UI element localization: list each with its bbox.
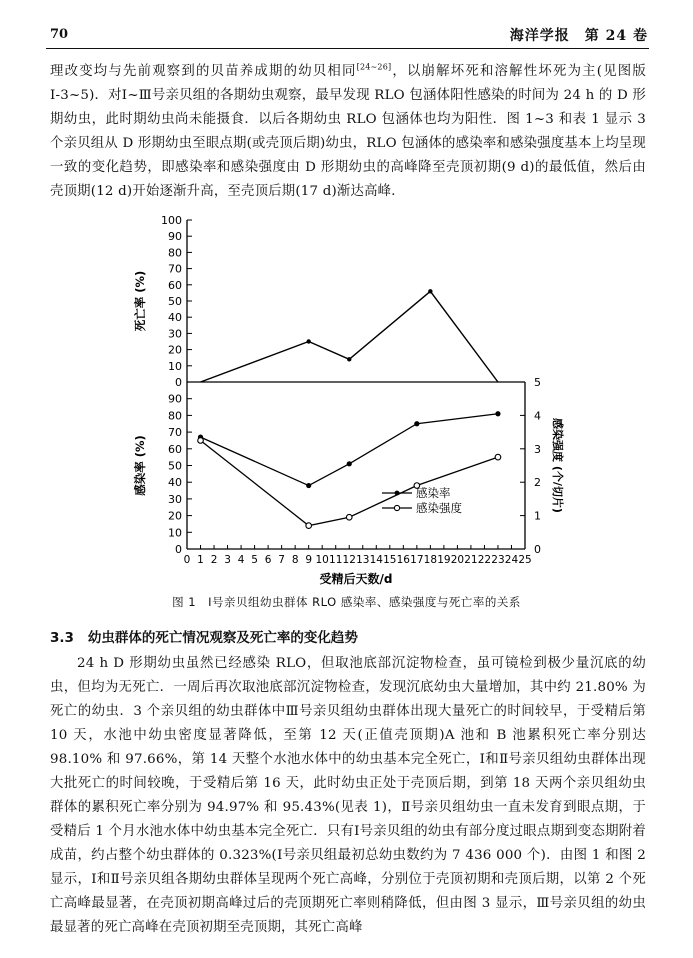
paragraph-intro	[50, 60, 646, 204]
x-tick-label: 16	[396, 554, 411, 566]
infection-intensity-point	[306, 523, 312, 529]
top-y-tick-label: 90	[168, 230, 182, 244]
x-tick-label: 4	[237, 554, 245, 566]
bottom-left-y-tick-label: 50	[168, 459, 182, 473]
bottom-left-y-tick-label: 0	[175, 543, 182, 556]
paragraph-intro-part2: ，以崩解坏死和溶解性坏死为主(见图版Ⅰ-3~5)．对Ⅰ~Ⅲ号亲贝组的各期幼虫观察，最早发现 RLO 包涵体阳性感染的时间为 24 h 的 D 形期幼虫，此时期幼虫尚未能摄食．以后各期幼虫 RLO 包涵体也均为阳性．图 1~3 和表 1 显示 3 个亲贝组从 D 形期幼虫至眼点期(或壳顶后期)幼虫，RLO 包涵体的感染率和感染强度基本上均呈现一致的变化趋势，即感染率和感染强度由 D 形期幼虫的高峰降至壳顶初期(9 d)的最低值，然后由壳顶期(12 d)开始逐渐升高，至壳顶后期(17 d)渐达高峰．	[50, 64, 646, 199]
journal-header: 海洋学报 第 24 卷	[509, 28, 648, 44]
x-axis-label: 受精后天数/d	[319, 572, 393, 586]
legend-marker-filled	[395, 491, 400, 496]
figure-caption: 图 1 Ⅰ号亲贝组幼虫群体 RLO 感染率、感染强度与死亡率的关系	[172, 595, 521, 609]
infection-intensity-point	[346, 514, 352, 520]
infection-rate-point	[414, 421, 419, 426]
x-tick-label: 17	[410, 554, 424, 566]
bottom-left-y-tick-label: 60	[168, 442, 182, 456]
infection-intensity-point	[198, 438, 204, 444]
paragraph-intro-part1: 理改变均与先前观察到的贝苗养成期的幼贝相同	[50, 64, 357, 79]
top-y-tick-label: 70	[168, 262, 182, 276]
x-tick-label: 11	[329, 554, 343, 566]
top-y-tick-label: 0	[175, 376, 182, 389]
bottom-left-y-tick-label: 20	[168, 509, 182, 523]
bottom-right-y-tick-label: 5	[534, 376, 541, 389]
x-tick-label: 22	[477, 554, 492, 566]
mortality-point	[428, 289, 432, 293]
top-y-tick-label: 10	[168, 359, 182, 373]
x-tick-label: 13	[356, 554, 370, 566]
infection-rate-point	[495, 411, 500, 416]
x-tick-label: 2	[210, 554, 218, 566]
legend-marker-open	[394, 505, 399, 510]
infection-intensity-point	[495, 454, 501, 460]
x-tick-label: 8	[291, 554, 299, 566]
top-y-tick-label: 60	[168, 278, 182, 292]
legend-label: 感染率	[416, 486, 451, 500]
bottom-left-y-tick-label: 90	[168, 392, 182, 406]
x-tick-label: 18	[423, 554, 438, 566]
x-tick-label: 21	[464, 554, 478, 566]
section-number: 3.3	[50, 630, 74, 646]
bottom-left-y-tick-label: 40	[168, 476, 182, 490]
top-y-tick-label: 100	[161, 214, 182, 227]
figure-1-chart	[120, 210, 564, 588]
bottom-left-y-axis-label: 感染率 (%)	[133, 435, 147, 496]
top-y-tick-label: 30	[168, 327, 182, 341]
x-tick-label: 25	[518, 554, 532, 566]
x-tick-label: 9	[305, 554, 313, 566]
section-title: 幼虫群体的死亡情况观察及死亡率的变化趋势	[87, 630, 358, 646]
infection-rate-point	[306, 483, 311, 488]
top-y-axis-label: 死亡率 (%)	[133, 270, 147, 332]
section-heading	[50, 626, 358, 646]
x-tick-label: 10	[315, 554, 329, 566]
x-tick-label: 0	[183, 554, 191, 566]
legend-label: 感染强度	[416, 501, 462, 515]
top-y-tick-label: 20	[168, 343, 182, 357]
bottom-left-y-tick-label: 10	[168, 526, 182, 540]
x-tick-label: 3	[224, 554, 231, 566]
top-y-tick-label: 40	[168, 311, 182, 325]
x-tick-label: 15	[383, 554, 397, 566]
x-tick-label: 19	[437, 554, 451, 566]
mortality-point	[347, 357, 351, 361]
x-tick-label: 23	[491, 554, 505, 566]
x-tick-label: 1	[197, 554, 204, 566]
x-tick-label: 20	[450, 554, 465, 566]
x-tick-label: 14	[369, 554, 383, 566]
top-y-tick-label: 50	[168, 295, 182, 308]
x-tick-label: 5	[251, 554, 258, 566]
bottom-right-y-tick-label: 2	[534, 476, 541, 490]
bottom-right-y-tick-label: 4	[534, 409, 541, 423]
x-tick-label: 7	[278, 554, 285, 566]
citation: [24~26]	[356, 62, 392, 72]
bottom-left-y-tick-label: 30	[168, 492, 182, 506]
bottom-left-y-tick-label: 80	[168, 409, 182, 423]
bottom-right-y-tick-label: 3	[534, 442, 541, 456]
bottom-right-y-axis-label: 感染强度 (个/切片)	[551, 418, 564, 513]
x-tick-label: 12	[342, 554, 356, 566]
bottom-left-y-tick-label: 70	[168, 426, 182, 440]
bottom-right-y-tick-label: 0	[534, 543, 541, 556]
bottom-right-y-tick-label: 1	[534, 509, 541, 523]
x-tick-label: 24	[504, 554, 519, 566]
header-rule	[46, 48, 649, 49]
paragraph-mortality: 24 h D 形期幼虫虽然已经感染 RLO，但取池底部沉淀物检查，虽可镜检到极少量沉底的幼虫，但均为无死亡．一周后再次取池底部沉淀物检查，发现沉底幼虫大量增加，其中约 21.80% 为死亡的幼虫．3 个亲贝组的幼虫群体中Ⅲ号亲贝组幼虫群体出现大量死亡的时间较早，于受精后第 10 天，水池中幼虫密度显著降低，至第 12 天(正值壳顶期)A 池和 B 池累积死亡率分别达 98.10% 和 97.66%，第 14 天整个水池水体中的幼虫基本完全死亡，Ⅰ和Ⅱ号亲贝组幼虫群体出现大批死亡的时间较晚，于受精后第 16 天，此时幼虫正处于壳顶后期，到第 18 天两个亲贝组幼虫群体的累积死亡率分别为 94.97% 和 95.43%(见表 1)，Ⅱ号亲贝组幼虫一直未发育到眼点期，于受精后 1 个月水池水体中幼虫基本完全死亡．只有Ⅰ号亲贝组的幼虫有部分度过眼点期到变态期附着成苗，约占整个幼虫群体的 0.323%(Ⅰ号亲贝组最初总幼虫数约为 7 436 000 个)．由图 1 和图 2 显示，Ⅰ和Ⅱ号亲贝组各期幼虫群体呈现两个死亡高峰，分别位于壳顶初期和壳顶后期，以第 2 个死亡高峰最显著，在壳顶初期高峰过后的壳顶期死亡率则稍降低，但由图 3 显示，Ⅲ号亲贝组的幼虫最显著的死亡高峰在壳顶初期至壳顶期，其死亡高峰	[50, 656, 647, 935]
mortality-point	[306, 339, 310, 343]
page-number: 70	[50, 27, 69, 42]
infection-rate-point	[347, 461, 352, 466]
mortality-line	[201, 291, 498, 382]
top-y-tick-label: 80	[168, 246, 182, 260]
x-tick-label: 6	[264, 554, 272, 566]
